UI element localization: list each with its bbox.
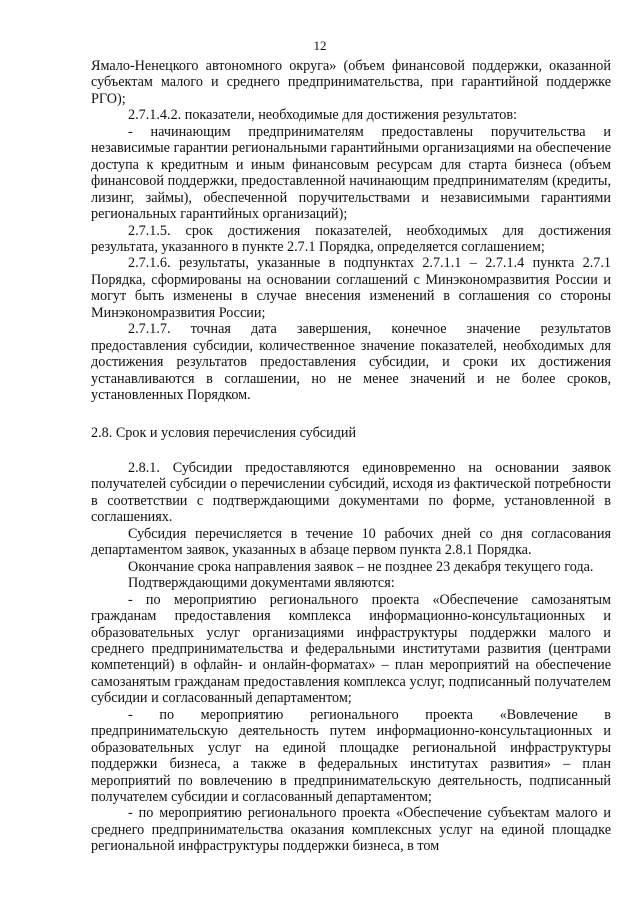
document-body — [91, 58, 611, 855]
paragraph: Субсидия перечисляется в течение 10 рабочих дней со дня согласования департаментом заявок, указанных в абзаце первом пункта 2.8.1 Порядка. — [91, 525, 611, 559]
paragraph: - начинающим предпринимателям предоставлены поручительства и независимые гарантии региональными гарантийными организациями на обеспечение доступа к кредитным и иным финансовым ресурсам для старта бизнеса (объем финансовой поддержки, предоставленной начинающим предпринимателям (кредиты, лизинг, займы), обеспеченной поручительствами и независимыми гарантиями региональных гарантийных организаций); — [91, 123, 611, 223]
section-heading: 2.8. Срок и условия перечисления субсидий — [91, 424, 357, 441]
paragraph: - по мероприятию регионального проекта «Обеспечение самозанятым гражданам предоставления комплекса информационно-консультационных и образовательных услуг организациями инфраструктуры поддержки малого и среднего предпринимательства и федеральными институтами развития (центрами компетенций) в офлайн- и онлайн-форматах» – план мероприятий на обеспечение самозанятым гражданам предоставления комплекса услуг, подписанный получателем субсидии и согласованный департаментом; — [91, 591, 611, 707]
paragraph: 2.8.1. Субсидии предоставляются единовременно на основании заявок получателей субсидии о перечислении субсидий, исходя из фактической потребности в соответствии с подтверждающими документами по форме, установленной в соглашениях. — [91, 459, 611, 526]
paragraph: Подтверждающими документами являются: — [128, 575, 395, 592]
paragraph: Окончание срока направления заявок – не позднее 23 декабря текущего года. — [128, 558, 594, 575]
section-2-8-text — [91, 460, 611, 855]
paragraph: 2.7.1.7. точная дата завершения, конечное значение результатов предоставления субсидии, количественное значение показателей, необходимых для достижения результатов предоставления субсидии, и сроки их достижения устанавливаются в соглашении, но не менее значений и не более сроков, установленных Порядком. — [91, 321, 611, 404]
page-number: 12 — [313, 38, 327, 53]
paragraph: - по мероприятию регионального проекта «Обеспечение субъектам малого и среднего предпринимательства оказания комплексных услуг на единой площадке региональной инфраструктуры поддержки бизнеса, в том — [91, 805, 611, 855]
paragraph: Ямало-Ненецкого автономного округа» (объем финансовой поддержки, оказанной субъектам малого и среднего предпринимательства, при гарантийной поддержке РГО); — [91, 58, 611, 107]
paragraph: 2.7.1.4.2. показатели, необходимые для достижения результатов: — [128, 107, 517, 124]
paragraph: 2.7.1.5. срок достижения показателей, необходимых для достижения результата, указанного в пункте 2.7.1 Порядка, определяется соглашением; — [91, 222, 611, 255]
paragraph: - по мероприятию регионального проекта «Вовлечение в предпринимательскую деятельность путем информационно-консультационных и образовательных услуг на единой площадке региональной инфраструктуры поддержки бизнеса, а также в федеральных институтах развития» – план мероприятий по вовлечению в предпринимательскую деятельность, подписанный получателем субсидии и согласованный департаментом; — [91, 706, 611, 806]
section-2-7-text — [91, 58, 611, 404]
paragraph: 2.7.1.6. результаты, указанные в подпунктах 2.7.1.1 – 2.7.1.4 пункта 2.7.1 Порядка, сформированы на основании соглашений с Минэкономразвития России и могут быть изменены в случае внесения изменений в соглашения со стороны Минэкономразвития России; — [91, 255, 611, 321]
